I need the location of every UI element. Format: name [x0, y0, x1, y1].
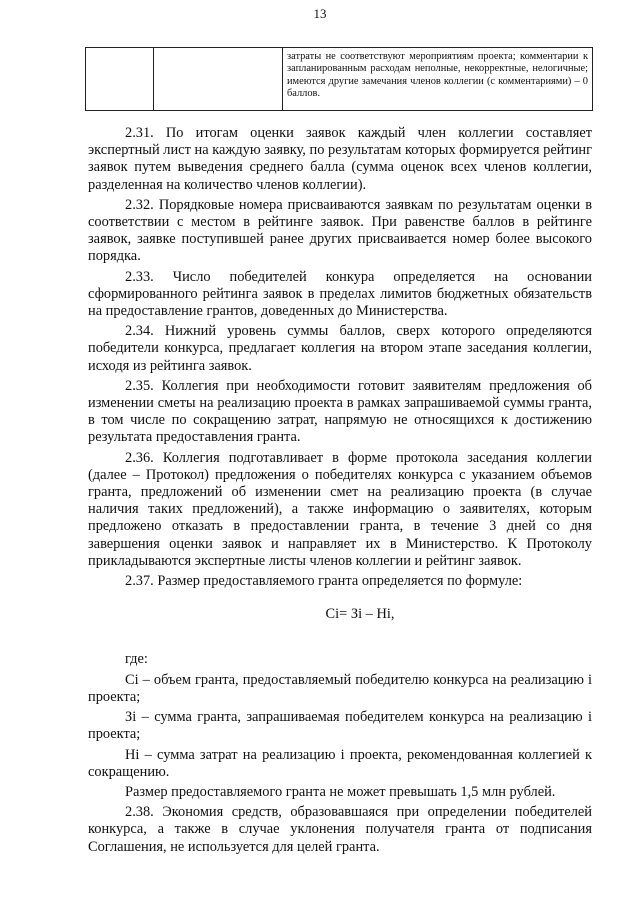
- paragraph-2-32: 2.32. Порядковые номера присваиваются заявкам по результатам оценки в соответствии с местом в рейтинге заявок. При равенстве баллов в рейтинге заявок, заявке поступившей ранее других присваивается номер более высокого порядка.: [88, 196, 592, 265]
- paragraph-2-33: 2.33. Число победителей конкура определяется на основании сформированного рейтинга заявок в пределах лимитов бюджетных обязательств на предоставление грантов, доведенных до Министерства.: [88, 268, 592, 320]
- table-cell-empty: [154, 48, 283, 111]
- grant-formula: Ci= Зi – Hi,: [325, 606, 395, 623]
- paragraph-2-37: 2.37. Размер предоставляемого гранта определяется по формуле:: [125, 573, 523, 590]
- paragraph-2-31: 2.31. По итогам оценки заявок каждый член коллегии составляет экспертный лист на каждую заявку, по результатам которых формируется рейтинг заявок путем выведения среднего балла (сумма оценок всех членов коллегии, разделенная на количество членов коллегии).: [88, 125, 592, 193]
- formula-where-label: где:: [125, 651, 148, 668]
- table-row: [86, 48, 593, 111]
- paragraph-2-38: 2.38. Экономия средств, образовавшаяся при определении победителей конкурса, а также в случае уклонения получателя гранта от подписания Соглашения, не используется для целей гранта.: [88, 804, 592, 855]
- max-grant-size: Размер предоставляемого гранта не может превышать 1,5 млн рублей.: [125, 783, 556, 800]
- document-body: [88, 125, 592, 859]
- paragraph-2-35: 2.35. Коллегия при необходимости готовит заявителям предложения об изменении сметы на реализацию проекта в рамках запрашиваемой суммы гранта, в том числе по сокращению затрат, напрямую не относящихся к достижению результата предоставления гранта.: [88, 377, 592, 446]
- table-cell-empty: [86, 48, 154, 111]
- criteria-table-fragment: [85, 47, 593, 111]
- definition-zi: Зi – сумма гранта, запрашиваемая победителем конкурса на реализацию i проекта;: [88, 709, 592, 743]
- definition-hi: Hi – сумма затрат на реализацию i проекта, рекомендованная коллегией к сокращению.: [88, 746, 592, 780]
- table-cell-criteria-text: затраты не соответствуют мероприятиям проекта; комментарии к запланированным расходам неполные, некорректные, нелогичные; имеются другие замечания членов коллегии (с комментариями) – 0 баллов.: [283, 48, 593, 111]
- paragraph-2-34: 2.34. Нижний уровень суммы баллов, сверх которого определяются победители конкурса, предлагает коллегия на втором этапе заседания коллегии, исходя из рейтинга заявок.: [88, 323, 592, 374]
- page-number: 13: [313, 6, 327, 21]
- definition-ci: Ci – объем гранта, предоставляемый победителю конкурса на реализацию i проекта;: [88, 671, 592, 705]
- paragraph-2-36: 2.36. Коллегия подготавливает в форме протокола заседания коллегии (далее – Протокол) предложения о победителях конкурса с указанием объемов гранта, предложений об изменении смет на реализацию проекта (в случае наличия таких предложений), а также информацию о заявителях, которым предложено отказать в предоставлении гранта, в течение 3 дней со дня завершения оценки заявок и направляет их в Министерство. К Протоколу прикладываются экспертные листы членов коллегии и рейтинг заявок.: [88, 449, 592, 569]
